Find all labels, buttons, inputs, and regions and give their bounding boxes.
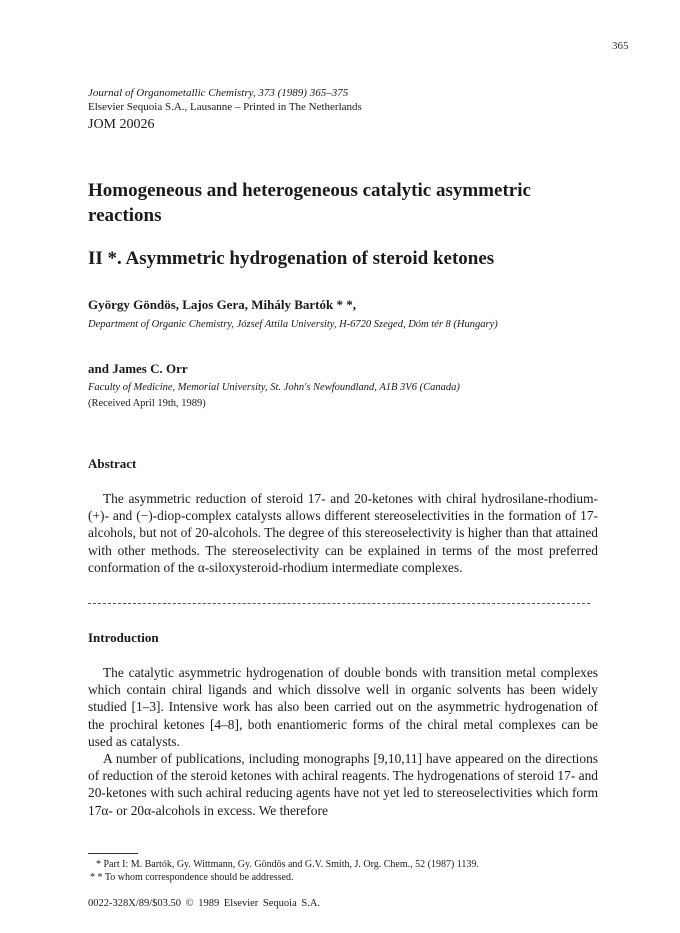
affiliation-secondary: Faculty of Medicine, Memorial University, St. John's Newfoundland, A1B 3V6 (Canada) bbox=[88, 382, 460, 393]
affiliation-primary: Department of Organic Chemistry, József Attila University, H-6720 Szeged, Dóm tér 8 (Hungary) bbox=[88, 319, 498, 330]
publisher-line: Elsevier Sequoia S.A., Lausanne – Printed in The Netherlands bbox=[88, 101, 362, 113]
received-date: (Received April 19th, 1989) bbox=[88, 398, 206, 409]
footnote-1: * Part I: M. Bartók, Gy. Wittmann, Gy. Göndös and G.V. Smith, J. Org. Chem., 52 (1987) 1139. bbox=[96, 859, 479, 870]
introduction-paragraph-1: The catalytic asymmetric hydrogenation of double bonds with transition metal complexes which contain chiral ligands and which dissolve well in organic solvents has been widely studied [1–3]. Intensive work has also been carried out on the asymmetric hydrogenation of the prochiral ketones [4–8], both enantiomeric forms of the chiral metal complexes can be used as catalysts. bbox=[88, 665, 598, 749]
abstract-heading: Abstract bbox=[88, 456, 137, 471]
abstract-text: The asymmetric reduction of steroid 17- and 20-ketones with chiral hydrosilane-rhodium-(+)- and (−)-diop-complex catalysts allows different stereoselectivities in the formation of 17-alcohols, but not of 20-alcohols. The degree of this stereoselectivity is higher than that attained with other methods. The stereoselectivity can be explained in terms of the most preferred conformation of the α-siloxysteroid-rhodium intermediate complexes. bbox=[88, 491, 598, 575]
authors-primary: György Göndös, Lajos Gera, Mihály Bartók * *, bbox=[88, 297, 356, 312]
journal-citation: Journal of Organometallic Chemistry, 373 (1989) 365–375 bbox=[88, 87, 349, 99]
page-number: 365 bbox=[612, 40, 629, 52]
footnote-2: * * To whom correspondence should be addressed. bbox=[90, 872, 294, 883]
introduction-heading: Introduction bbox=[88, 630, 159, 645]
authors-secondary: and James C. Orr bbox=[88, 361, 188, 376]
introduction-paragraph-2: A number of publications, including monographs [9,10,11] have appeared on the directions of reduction of the steroid ketones with achiral reagents. The hydrogenations of steroid 17- and 20-ketones with such achiral reducing agents have not yet led to stereoselectivities which form 17α- or 20α-alcohols in excess. We therefore bbox=[88, 751, 598, 818]
paper-subtitle: II *. Asymmetric hydrogenation of steroid ketones bbox=[88, 248, 495, 269]
footnote-rule bbox=[88, 853, 138, 854]
paper-title: Homogeneous and heterogeneous catalytic asymmetric reactions bbox=[88, 180, 531, 226]
copyright-line: 0022-328X/89/$03.50 © 1989 Elsevier Sequoia S.A. bbox=[88, 898, 321, 909]
section-divider bbox=[88, 603, 590, 604]
jom-number: JOM 20026 bbox=[88, 117, 155, 132]
